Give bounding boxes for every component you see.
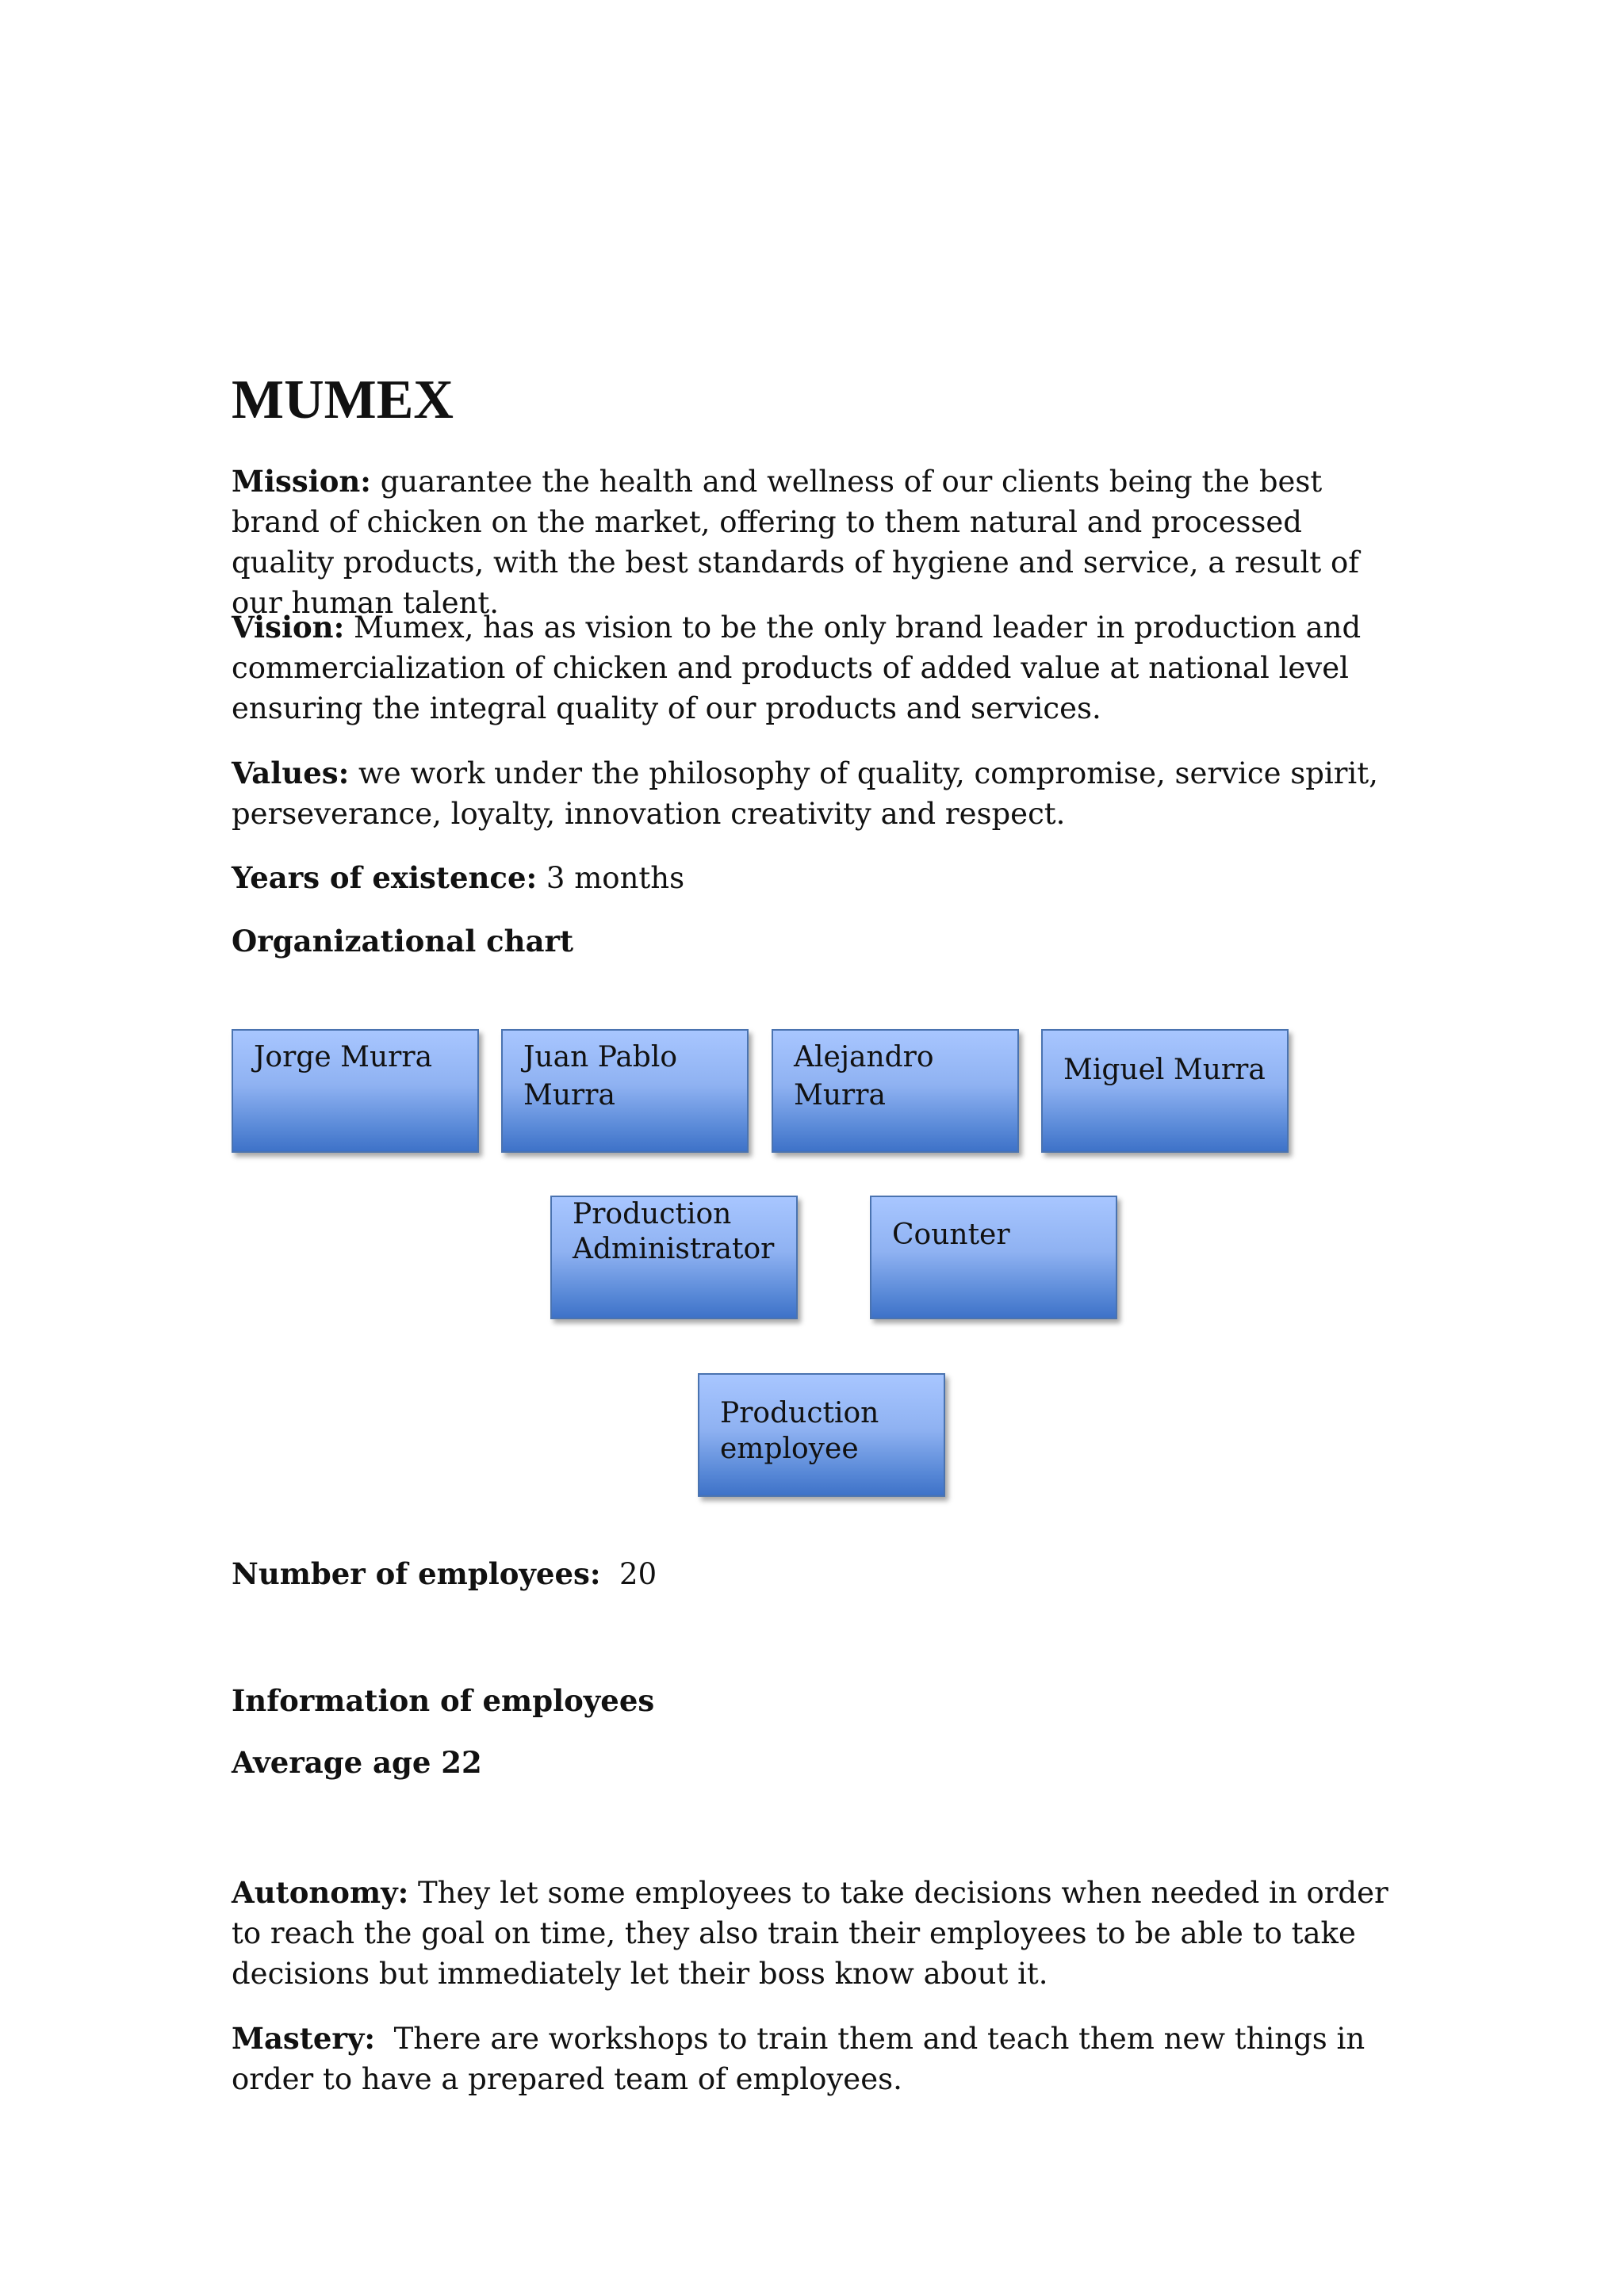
years-text: 3 months	[537, 861, 685, 895]
years-label: Years of existence:	[232, 860, 538, 895]
org-box-juan-pablo-murra: Juan Pablo Murra	[501, 1029, 749, 1153]
mastery-text: There are workshops to train them and teach them new things in order to have a prepared team of employees.	[232, 2022, 1374, 2096]
mission-paragraph	[232, 461, 1397, 623]
values-paragraph	[232, 753, 1397, 834]
employees-text: 20	[600, 1557, 657, 1591]
values-text: we work under the philosophy of quality, compromise, service spirit, perseverance, loyalty, innovation creativity and respect.	[232, 756, 1378, 831]
org-box-jorge-murra: Jorge Murra	[232, 1029, 479, 1153]
org-box-miguel-murra: Miguel Murra	[1041, 1029, 1289, 1153]
autonomy-text: They let some employees to take decisions when needed in order to reach the goal on time, they also train their employees to be able to take decisions but immediately let their boss know about it.	[232, 1876, 1388, 1991]
org-box-alejandro-murra: Alejandro Murra	[772, 1029, 1019, 1153]
mastery-paragraph	[232, 2019, 1397, 2099]
info-employees-heading: Information of employees	[232, 1683, 655, 1718]
employees-label: Number of employees:	[232, 1556, 601, 1591]
values-label: Values:	[232, 756, 350, 790]
vision-label: Vision:	[232, 610, 345, 645]
autonomy-label: Autonomy:	[232, 1875, 409, 1910]
org-box-counter: Counter	[870, 1196, 1117, 1319]
vision-text: Mumex, has as vision to be the only brand leader in production and commercialization of chicken and products of added value at national level ensuring the integral quality of our products and services.	[232, 610, 1362, 725]
years-paragraph	[232, 858, 1397, 898]
autonomy-paragraph	[232, 1873, 1397, 1994]
mission-label: Mission:	[232, 464, 371, 499]
mission-text: guarantee the health and wellness of our clients being the best brand of chicken on the market, offering to them natural and processed quality products, with the best standards of hygiene and service, a result of our human talent.	[232, 465, 1359, 620]
org-chart-heading: Organizational chart	[232, 924, 574, 959]
org-box-production-employee: Production employee	[698, 1373, 945, 1497]
employees-paragraph	[232, 1554, 1397, 1594]
vision-paragraph	[232, 607, 1397, 729]
mastery-label: Mastery:	[232, 2021, 376, 2056]
page-title: MUMEX	[232, 369, 454, 430]
org-box-production-administrator: Production Administrator	[550, 1196, 798, 1319]
average-age: Average age 22	[232, 1745, 482, 1780]
